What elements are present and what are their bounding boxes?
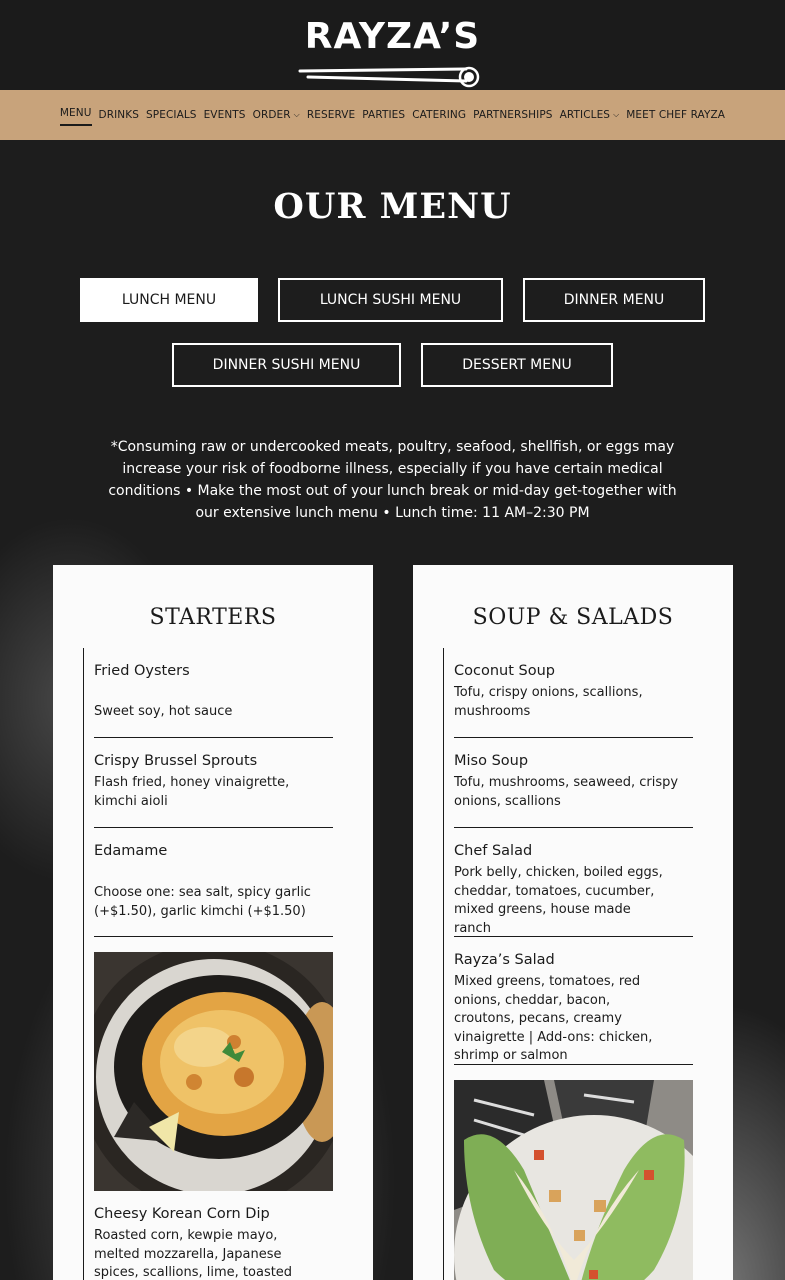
nav-item-label: SPECIALS: [146, 109, 197, 121]
nav-item-label: ORDER: [252, 109, 291, 121]
logo[interactable]: [298, 15, 488, 75]
menu-item-description: Roasted corn, kewpie mayo, melted mozzarella, Japanese spices, scallions, lime, toasted: [94, 1228, 293, 1280]
nav-item-events[interactable]: [200, 106, 249, 124]
item-separator: [94, 737, 333, 738]
item-separator: [454, 737, 693, 738]
menu-item-description: Tofu, mushrooms, seaweed, crispy onions, scallions: [454, 775, 679, 809]
menu-item: [454, 841, 693, 938]
item-separator: [454, 1064, 693, 1065]
nav-item-meet-chef-rayza[interactable]: [623, 106, 729, 124]
menu-item: [94, 841, 333, 861]
chopsticks-icon: [298, 59, 488, 89]
menu-item: [94, 661, 333, 681]
nav-item-label: RESERVE: [306, 109, 356, 121]
nav-item-label: PARTNERSHIPS: [473, 109, 553, 121]
menu-item-description: Mixed greens, tomatoes, red onions, cheddar, bacon, croutons, pecans, creamy vinaigrette | Add-ons: chicken, shrimp or salmon: [454, 974, 653, 1063]
nav-item-articles[interactable]: [556, 106, 623, 124]
menu-item-name: Cheesy Korean Corn Dip: [94, 1206, 270, 1222]
menu-item-description: Tofu, crispy onions, scallions, mushrooms: [454, 685, 643, 719]
nav-item-partnerships[interactable]: [470, 106, 556, 124]
nav-item-specials[interactable]: [143, 106, 201, 124]
dinner-menu-button[interactable]: DINNER MENU: [523, 278, 705, 322]
chevron-down-icon: ⌵: [613, 110, 620, 119]
dinner-sushi-menu-button[interactable]: DINNER SUSHI MENU: [172, 343, 401, 387]
nav-list: [56, 104, 728, 126]
nav-item-label: CATERING: [412, 109, 467, 121]
logo-text: RAYZA’S: [304, 16, 481, 57]
nav-item-catering[interactable]: [409, 106, 470, 124]
lunch-menu-button[interactable]: LUNCH MENU: [80, 278, 258, 322]
soup-salads-title: SOUP & SALADS: [472, 605, 674, 630]
nav-item-label: PARTIES: [362, 109, 406, 121]
menu-item-name: Rayza’s Salad: [454, 952, 555, 968]
nav-item-order[interactable]: [249, 106, 303, 124]
dessert-menu-button[interactable]: DESSERT MENU: [421, 343, 613, 387]
nav-item-drinks[interactable]: [95, 106, 142, 124]
lunch-sushi-menu-button[interactable]: LUNCH SUSHI MENU: [278, 278, 503, 322]
menu-item-name: Fried Oysters: [94, 663, 190, 679]
starters-title: STARTERS: [149, 605, 277, 630]
menu-item-description: Flash fried, honey vinaigrette, kimchi aioli: [94, 775, 290, 809]
nav-item-reserve[interactable]: [303, 106, 358, 124]
nav-item-parties[interactable]: [359, 106, 409, 124]
card-divider-vertical: [83, 648, 84, 1280]
menu-item: [454, 950, 693, 1066]
item-separator: [454, 827, 693, 828]
salad-photo: [454, 1080, 693, 1280]
menu-item-description: Sweet soy, hot sauce: [94, 704, 233, 719]
starters-card: [53, 565, 373, 1280]
nav-item-label: EVENTS: [203, 109, 246, 121]
menu-item-description: Choose one: sea salt, spicy garlic (+$1.50), garlic kimchi (+$1.50): [94, 885, 311, 919]
menu-item-name: Edamame: [94, 843, 168, 859]
item-separator: [94, 827, 333, 828]
menu-item-name: Miso Soup: [454, 753, 529, 769]
menu-item-name: Crispy Brussel Sprouts: [94, 753, 258, 769]
main-nav: [0, 90, 785, 140]
item-separator: [94, 936, 333, 937]
soup-salads-card: [413, 565, 733, 1280]
item-separator: [454, 936, 693, 937]
corn-dip-photo: [94, 952, 333, 1191]
card-divider-vertical: [443, 648, 444, 1280]
menu-item: [454, 661, 693, 721]
site-header: [0, 0, 785, 90]
chevron-down-icon: ⌵: [293, 110, 300, 119]
menu-item: [454, 751, 693, 811]
nav-item-label: DRINKS: [98, 109, 140, 121]
nav-item-label: ARTICLES: [559, 109, 611, 121]
menu-item-name: Chef Salad: [454, 843, 533, 859]
nav-item-menu[interactable]: [56, 104, 95, 126]
menu-item: [94, 1204, 333, 1280]
nav-item-label: MENU: [60, 104, 92, 126]
menu-item-description: Pork belly, chicken, boiled eggs, cheddar, tomatoes, cucumber, mixed greens, house made ranch: [454, 865, 663, 936]
nav-item-label: MEET CHEF RAYZA: [626, 109, 726, 121]
menu-item-name: Coconut Soup: [454, 663, 555, 679]
menu-item: [94, 751, 333, 811]
page-title: OUR MENU: [273, 186, 512, 227]
food-safety-notice: *Consuming raw or undercooked meats, poultry, seafood, shellfish, or eggs may increase your risk of foodborne illness, especially if you have certain medical conditions • Make the most out of your lunch break or mid-day get-together with our extensive lunch menu • Lunch time: 11 AM–2:30 PM: [108, 439, 677, 521]
